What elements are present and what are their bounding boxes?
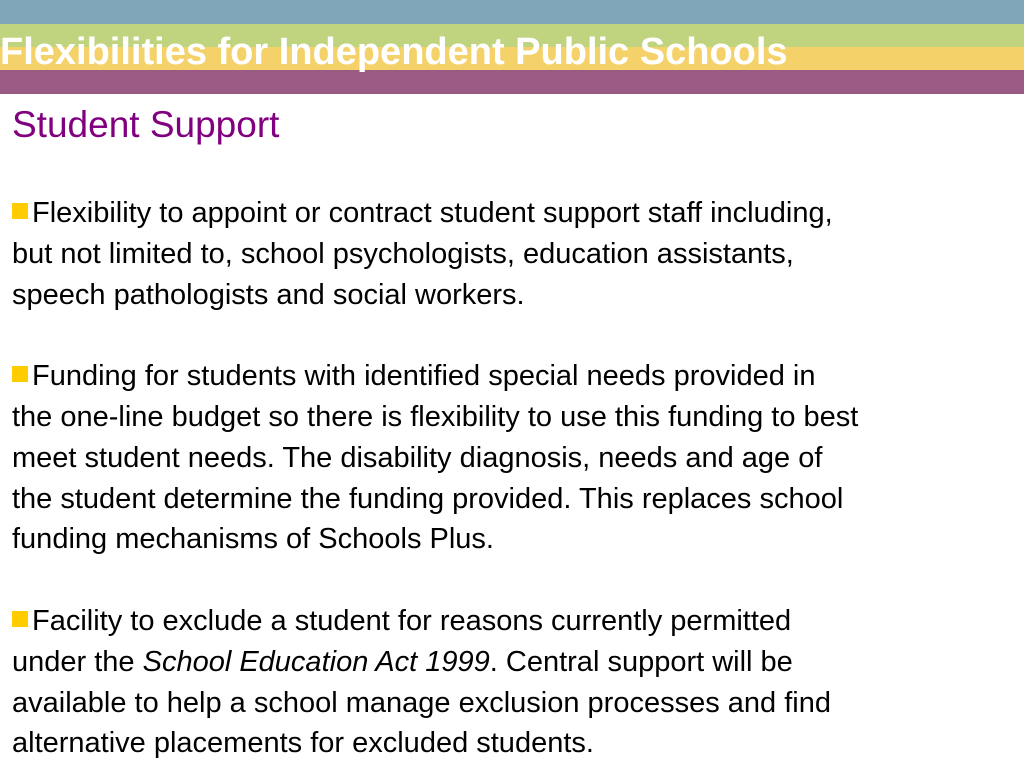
bullet-item-staff: [12, 193, 1016, 315]
bullet-line: Funding for students with identified special needs provided in: [32, 360, 816, 393]
bullet-line-text: . Central support will be: [489, 645, 793, 678]
bullet-item-exclusion: [12, 601, 1016, 764]
square-bullet-icon: [12, 611, 28, 627]
bullet-line: the one-line budget so there is flexibility to use this funding to best: [12, 400, 859, 433]
bullet-line: Facility to exclude a student for reasons currently permitted: [32, 604, 792, 637]
bullet-line: alternative placements for excluded students.: [12, 727, 594, 760]
bullet-line: meet student needs. The disability diagnosis, needs and age of: [12, 441, 823, 474]
bullet-line: speech pathologists and social workers.: [12, 278, 525, 311]
square-bullet-icon: [12, 203, 28, 219]
bullet-line: funding mechanisms of Schools Plus.: [12, 523, 494, 556]
bullet-line-text: under the: [12, 645, 143, 678]
bullet-list: [12, 193, 1016, 764]
act-title: School Education Act 1999: [142, 645, 490, 678]
slide-subtitle: Student Support: [12, 104, 280, 145]
bullet-line: the student determine the funding provided. This replaces school: [12, 482, 844, 515]
bullet-line: Flexibility to appoint or contract student support staff including,: [32, 197, 833, 229]
slide-title: Flexibilities for Independent Public Schools: [0, 31, 788, 73]
bullet-line: but not limited to, school psychologists, education assistants,: [12, 237, 794, 270]
square-bullet-icon: [12, 366, 28, 382]
header-band-blue: [0, 0, 1024, 24]
bullet-line: available to help a school manage exclusion processes and find: [12, 686, 831, 719]
bullet-item-funding: [12, 356, 1016, 560]
